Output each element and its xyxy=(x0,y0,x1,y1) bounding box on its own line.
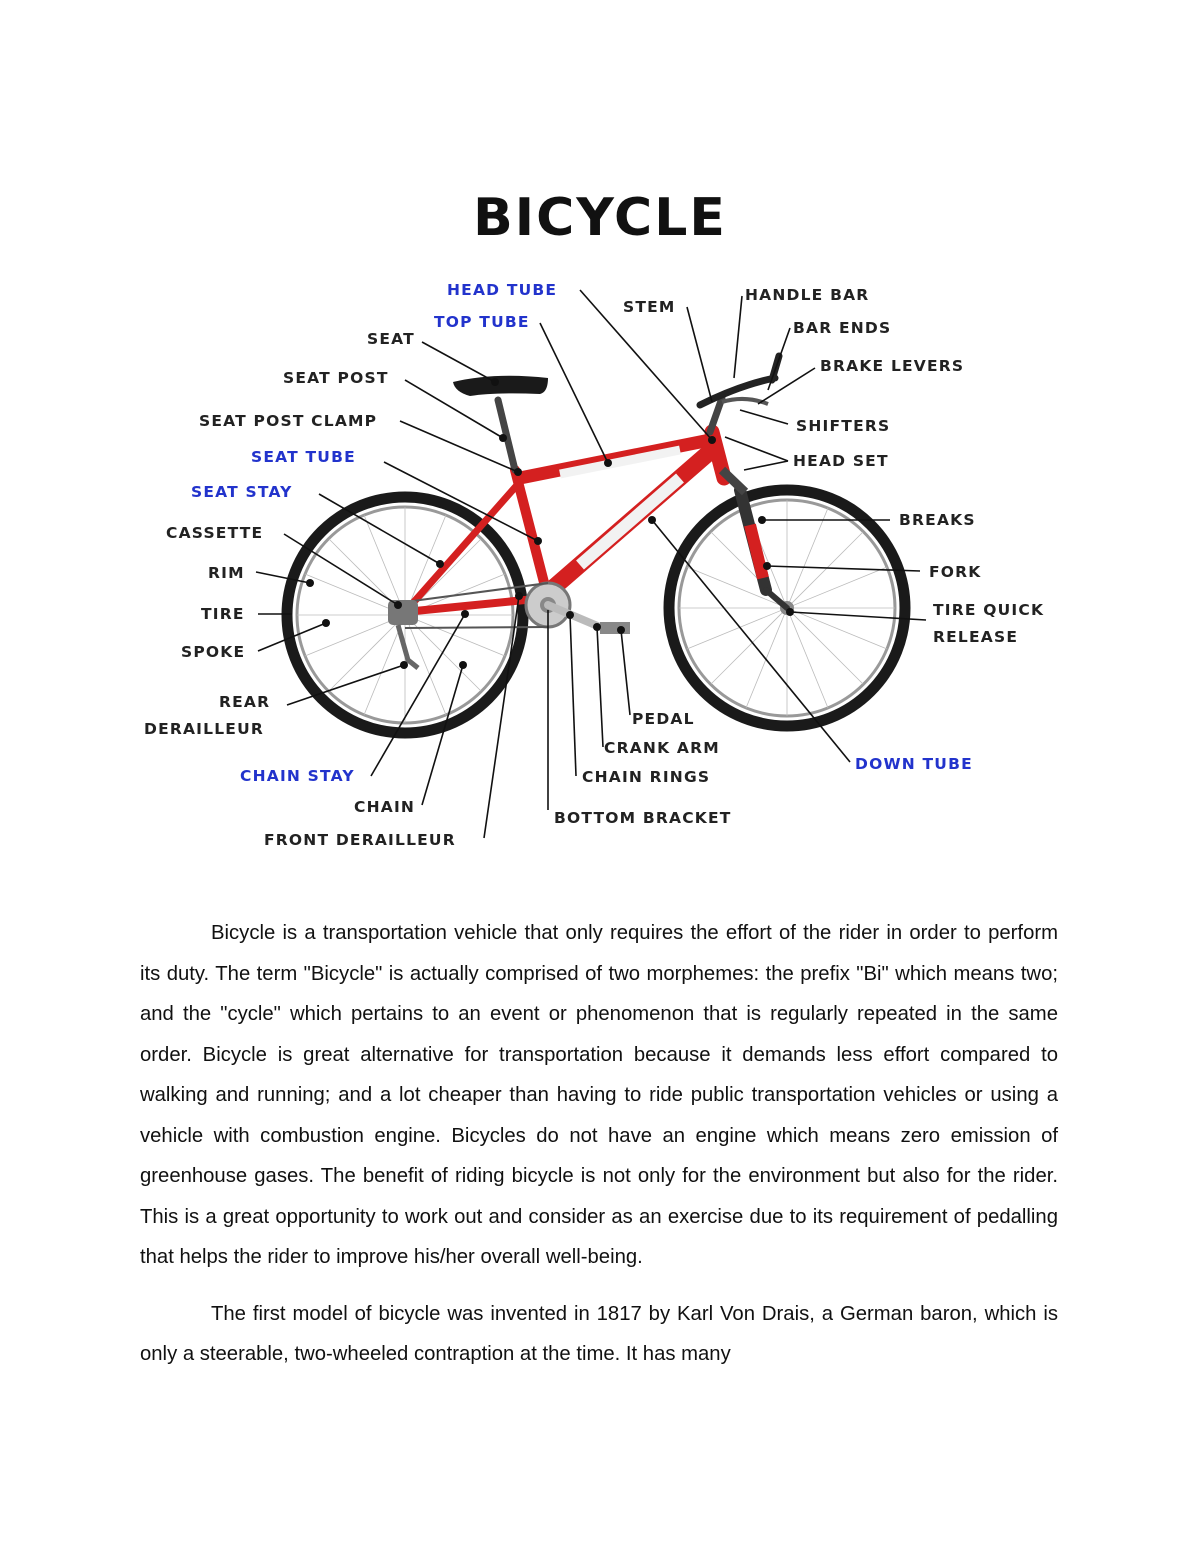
label-rear-derailleur-1: REAR xyxy=(219,693,271,711)
label-tire-quick-release-1: TIRE QUICK xyxy=(933,601,1045,619)
label-rim: RIM xyxy=(208,564,245,582)
label-seat-post-clamp: SEAT POST CLAMP xyxy=(199,412,378,430)
label-seat-post: SEAT POST xyxy=(283,369,389,387)
down-tube-graphic xyxy=(580,478,680,565)
pedal xyxy=(600,622,630,634)
label-seat: SEAT xyxy=(367,330,415,348)
label-shifters: SHIFTERS xyxy=(796,417,891,435)
fork-accent xyxy=(750,525,763,578)
seat xyxy=(453,376,548,396)
label-chain-stay: CHAIN STAY xyxy=(240,767,355,785)
rear-derailleur xyxy=(398,625,418,668)
label-pedal: PEDAL xyxy=(632,710,695,728)
label-seat-tube: SEAT TUBE xyxy=(251,448,356,466)
label-seat-stay: SEAT STAY xyxy=(191,483,293,501)
label-down-tube: DOWN TUBE xyxy=(855,755,973,773)
label-head-tube: HEAD TUBE xyxy=(447,281,558,299)
label-spoke: SPOKE xyxy=(181,643,246,661)
cassette xyxy=(388,600,418,625)
label-tire: TIRE xyxy=(201,605,245,623)
label-tire-quick-release-2: RELEASE xyxy=(933,628,1019,646)
label-handle-bar: HANDLE BAR xyxy=(745,286,870,304)
label-chain-rings: CHAIN RINGS xyxy=(582,768,711,786)
paragraph-2: The first model of bicycle was invented in 1817 by Karl Von Drais, a German baron, which is only a steerable, two-wheeled contraption at the time. It has many xyxy=(140,1302,1058,1365)
label-crank-arm: CRANK ARM xyxy=(604,739,720,757)
label-chain: CHAIN xyxy=(354,798,416,816)
paragraph-1: Bicycle is a transportation vehicle that only requires the effort of the rider in order to perform its duty. The term "Bicycle" is actually comprised of two morphemes: the prefix "Bi" which means two; and the "cycle" which pertains to an event or phenomenon that is regularly repeated in the same order. Bicycle is great alternative for transportation because it demands less effort compared to walking and running; and a lot cheaper than having to ride public transportation vehicles or using a vehicle with combustion engine. Bicycles do not have an engine which means zero emission of greenhouse gases. The benefit of riding bicycle is not only for the environment but also for the rider. This is a great opportunity to work out and consider as an exercise due to its requirement of pedalling that helps the rider to improve his/her overall well-being. xyxy=(140,922,1058,1268)
label-bottom-bracket: BOTTOM BRACKET xyxy=(554,809,732,827)
label-head-set: HEAD SET xyxy=(793,452,889,470)
label-bar-ends: BAR ENDS xyxy=(793,319,892,337)
label-stem: STEM xyxy=(623,298,676,316)
label-front-derailleur: FRONT DERAILLEUR xyxy=(264,831,456,849)
page-title: BICYCLE xyxy=(473,188,727,248)
label-top-tube: TOP TUBE xyxy=(434,313,530,331)
body-text xyxy=(140,913,1058,1391)
part-labels xyxy=(144,281,1044,849)
label-fork: FORK xyxy=(929,563,982,581)
label-cassette: CASSETTE xyxy=(166,524,264,542)
fork-dropout xyxy=(766,590,787,608)
label-rear-derailleur-2: DERAILLEUR xyxy=(144,720,265,738)
label-brake-levers: BRAKE LEVERS xyxy=(820,357,965,375)
label-breaks: BREAKS xyxy=(899,511,976,529)
